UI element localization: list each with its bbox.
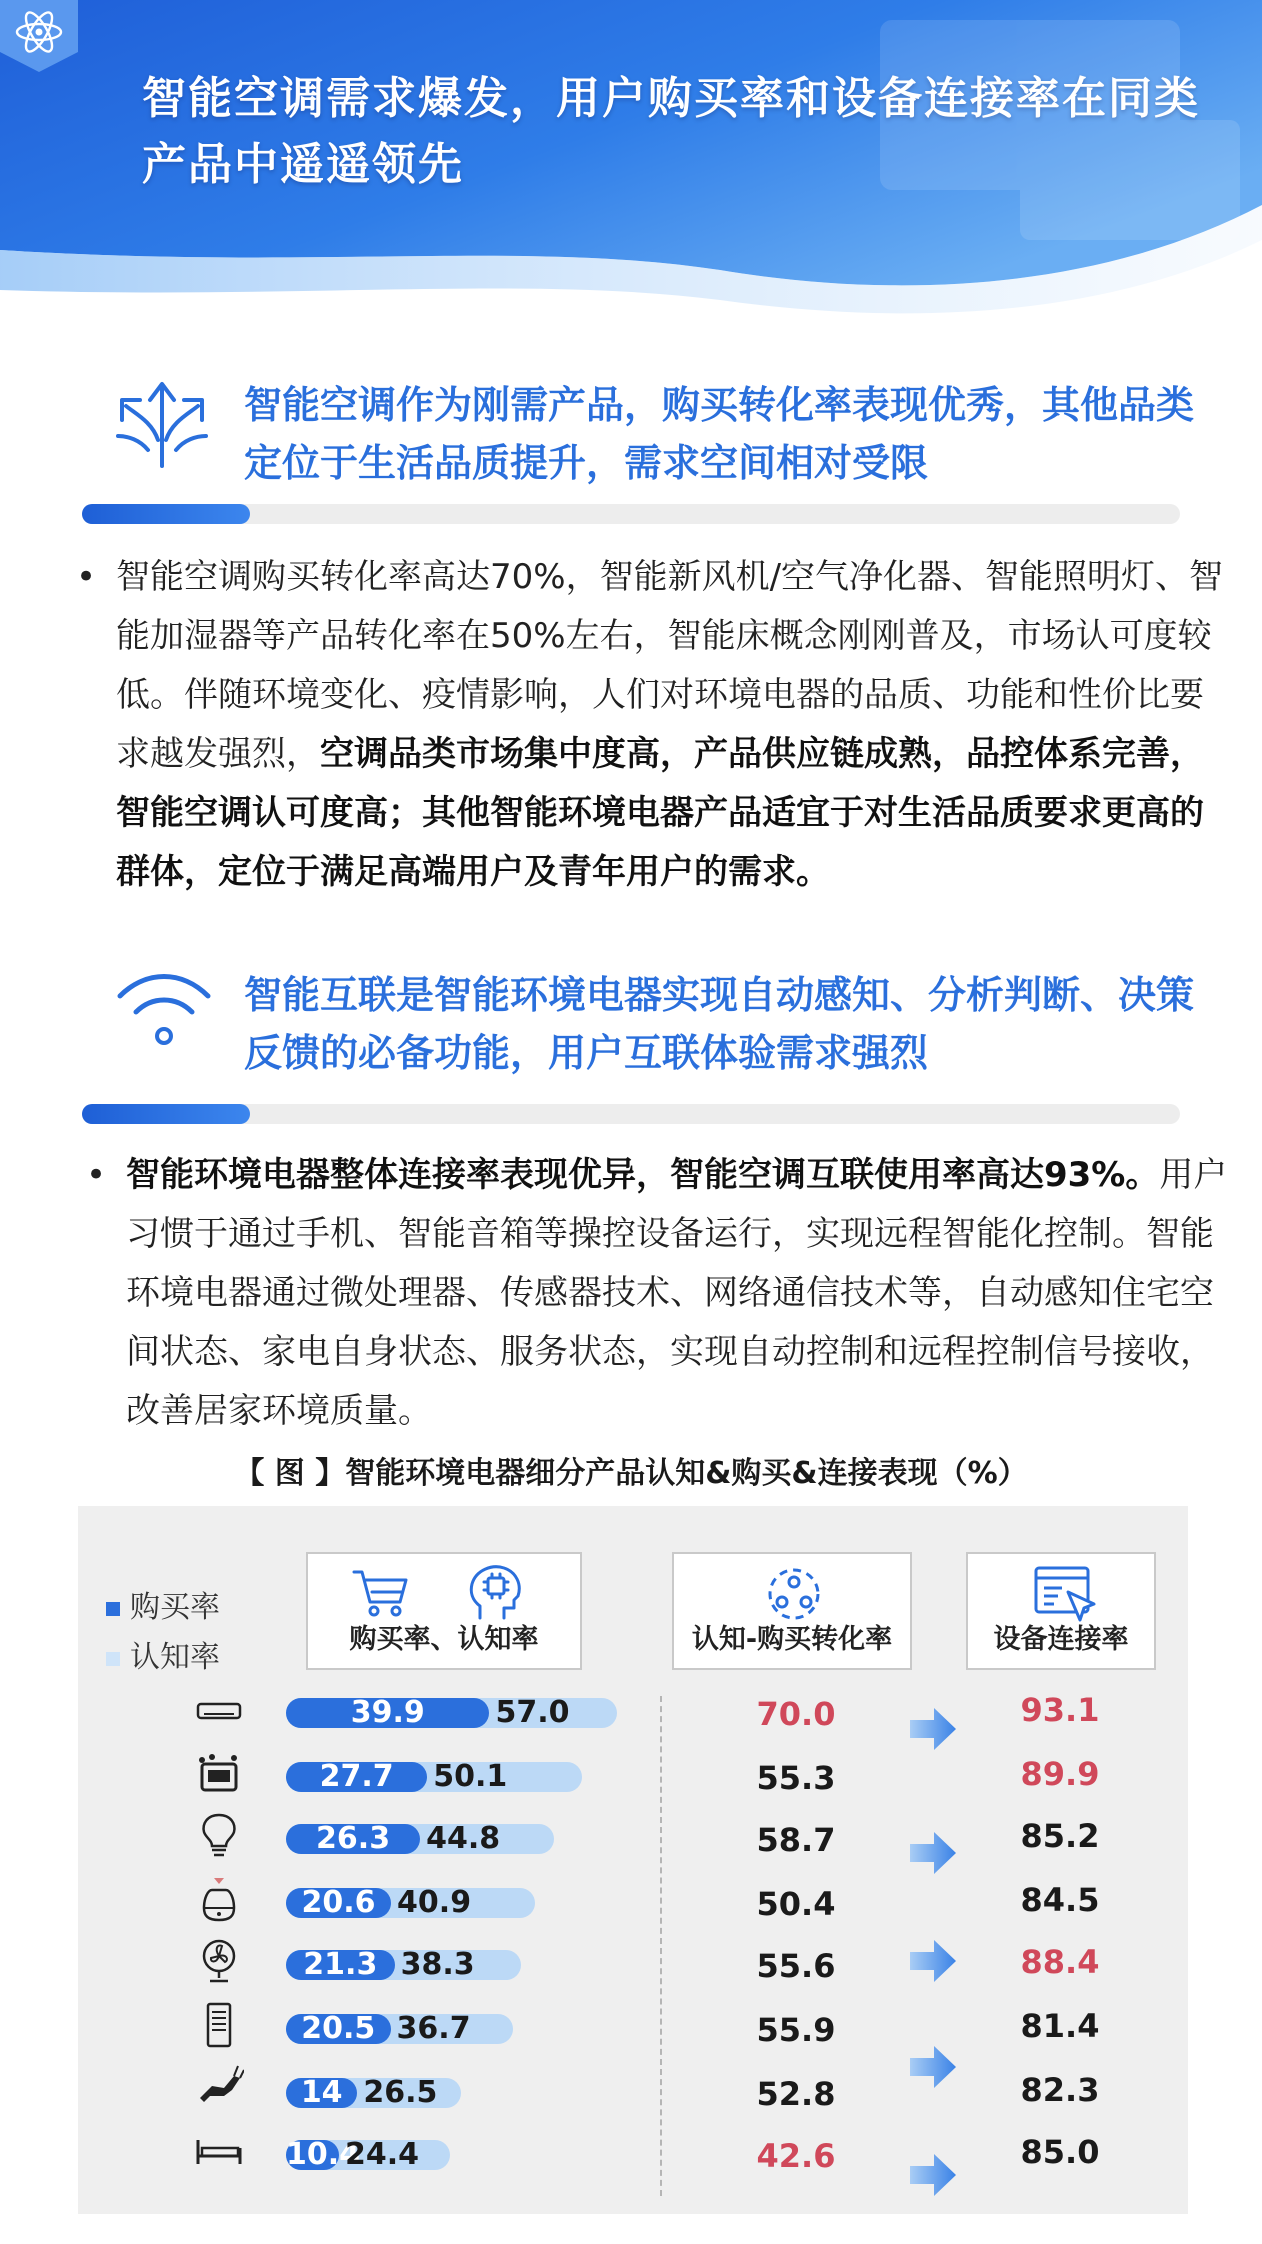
robot-icon (194, 2062, 244, 2108)
connection-rate-value: 85.2 (1020, 1817, 1100, 1855)
arrow-right-icon (908, 2150, 958, 2200)
awareness-value-label: 57.0 (495, 1695, 570, 1730)
conversion-rate-value: 55.6 (756, 1947, 836, 1985)
connection-rate-value: 84.5 (1020, 1881, 1100, 1919)
section2-text: 用户习惯于通过手机、智能音箱等操控设备运行，实现远程智能化控制。智能环境电器通过微处理器、传感器技术、网络通信技术等，自动感知住宅空间状态、家电自身状态、服务状态，实现自动控制和远程控制信号接收，改善居家环境质量。 (126, 1155, 1228, 1431)
split-arrows-icon (112, 370, 212, 470)
awareness-value-label: 36.7 (396, 2011, 471, 2046)
arrow-right-icon (908, 1936, 958, 1986)
column-header-conversion-label: 认知-购买转化率 (691, 1624, 893, 1655)
purchase-value-label: 26.3 (316, 1821, 391, 1856)
awareness-value-label: 50.1 (433, 1759, 508, 1794)
section2-divider-bar (82, 1104, 1180, 1124)
column-header-connection-label: 设备连接率 (993, 1624, 1129, 1655)
awareness-value-label: 24.4 (345, 2137, 420, 2172)
atom-icon (0, 0, 78, 72)
section1-divider-bar (82, 504, 1180, 524)
chart-panel (78, 1506, 1188, 2214)
connection-rate-value: 82.3 (1020, 2071, 1100, 2109)
humidifier-icon (194, 1876, 244, 1922)
legend-purchase-label: 购买率 (130, 1590, 220, 1625)
section2-heading: 智能互联是智能环境电器实现自动感知、分析判断、决策反馈的必备功能，用户互联体验需求强烈 (244, 973, 1195, 1075)
air-conditioner-icon (194, 1688, 244, 1734)
awareness-value-label: 44.8 (426, 1821, 501, 1856)
fan-icon (194, 1938, 244, 1984)
section1-paragraph (76, 548, 1226, 902)
purchase-value-label: 27.7 (319, 1759, 394, 1794)
conversion-rate-value: 55.3 (756, 1759, 836, 1797)
legend-awareness-label: 认知率 (130, 1640, 220, 1675)
connection-screen-icon (1032, 1564, 1096, 1624)
purchase-value-label: 14 (300, 2075, 343, 2110)
bullet-dot: • (76, 557, 97, 597)
legend-swatch-awareness (106, 1652, 120, 1666)
connection-rate-value: 89.9 (1020, 1755, 1100, 1793)
section1-bold-text: 空调品类市场集中度高，产品供应链成熟，品控体系完善，智能空调认可度高；其他智能环境电器产品适宜于对生活品质要求更高的群体，定位于满足高端用户及青年用户的需求。 (116, 734, 1204, 892)
arrow-right-icon (908, 1704, 958, 1754)
column-header-conversion (672, 1552, 912, 1670)
heater-icon (194, 2002, 244, 2048)
column-header-rates-label: 购买率、认知率 (349, 1624, 539, 1655)
arrow-right-icon (908, 2042, 958, 2092)
connection-rate-value: 81.4 (1020, 2007, 1100, 2045)
purchase-value-label: 10.4 (286, 2137, 361, 2172)
people-network-icon (766, 1566, 822, 1622)
section2-paragraph (86, 1146, 1236, 1441)
section1-heading: 智能空调作为刚需产品，购买转化率表现优秀，其他品类定位于生活品质提升，需求空间相对受限 (244, 383, 1195, 485)
column-header-connection (966, 1552, 1156, 1670)
section2-bold-text: 智能环境电器整体连接率表现优异，智能空调互联使用率高达93%。 (126, 1155, 1160, 1195)
brain-icon (468, 1562, 524, 1622)
bullet-dot: • (86, 1155, 107, 1195)
column-header-rates (306, 1552, 582, 1670)
legend-awareness (130, 1638, 220, 1678)
chart-title: 【 图 】智能环境电器细分产品认知&购买&连接表现（%） (234, 1456, 1028, 1491)
connection-rate-value: 93.1 (1020, 1691, 1100, 1729)
wifi-icon (114, 966, 214, 1050)
bed-icon (194, 2126, 244, 2172)
connection-rate-value: 85.0 (1020, 2133, 1100, 2171)
purchase-value-label: 39.9 (350, 1695, 425, 1730)
legend-swatch-purchase (106, 1602, 120, 1616)
legend-purchase (130, 1588, 220, 1628)
conversion-rate-value: 55.9 (756, 2011, 836, 2049)
section1-text: 智能空调购买转化率高达70%，智能新风机/空气净化器、智能照明灯、智能加湿器等产品转化率在50%左右，智能床概念刚刚普及，市场认可度较低。伴随环境变化、疫情影响，人们对环境电器的品质、功能和性价比要求越发强烈， (116, 557, 1224, 774)
light-bulb-icon (194, 1812, 244, 1858)
conversion-rate-value: 50.4 (756, 1885, 836, 1923)
purchase-value-label: 20.6 (301, 1885, 376, 1920)
purchase-value-label: 20.5 (301, 2011, 376, 2046)
cart-icon (350, 1566, 410, 1620)
chart-divider-line (660, 1696, 662, 2196)
awareness-value-label: 40.9 (397, 1885, 472, 1920)
conversion-rate-value: 58.7 (756, 1821, 836, 1859)
page-title: 智能空调需求爆发，用户购买率和设备连接率在同类产品中遥遥领先 (142, 73, 1200, 190)
connection-rate-value: 88.4 (1020, 1943, 1100, 1981)
air-purifier-icon (194, 1752, 244, 1798)
awareness-value-label: 38.3 (400, 1947, 475, 1982)
arrow-right-icon (908, 1828, 958, 1878)
header-banner (0, 0, 1262, 330)
conversion-rate-value: 52.8 (756, 2075, 836, 2113)
conversion-rate-value: 70.0 (756, 1695, 836, 1733)
conversion-rate-value: 42.6 (756, 2137, 836, 2175)
awareness-value-label: 26.5 (363, 2075, 438, 2110)
purchase-value-label: 21.3 (303, 1947, 378, 1982)
